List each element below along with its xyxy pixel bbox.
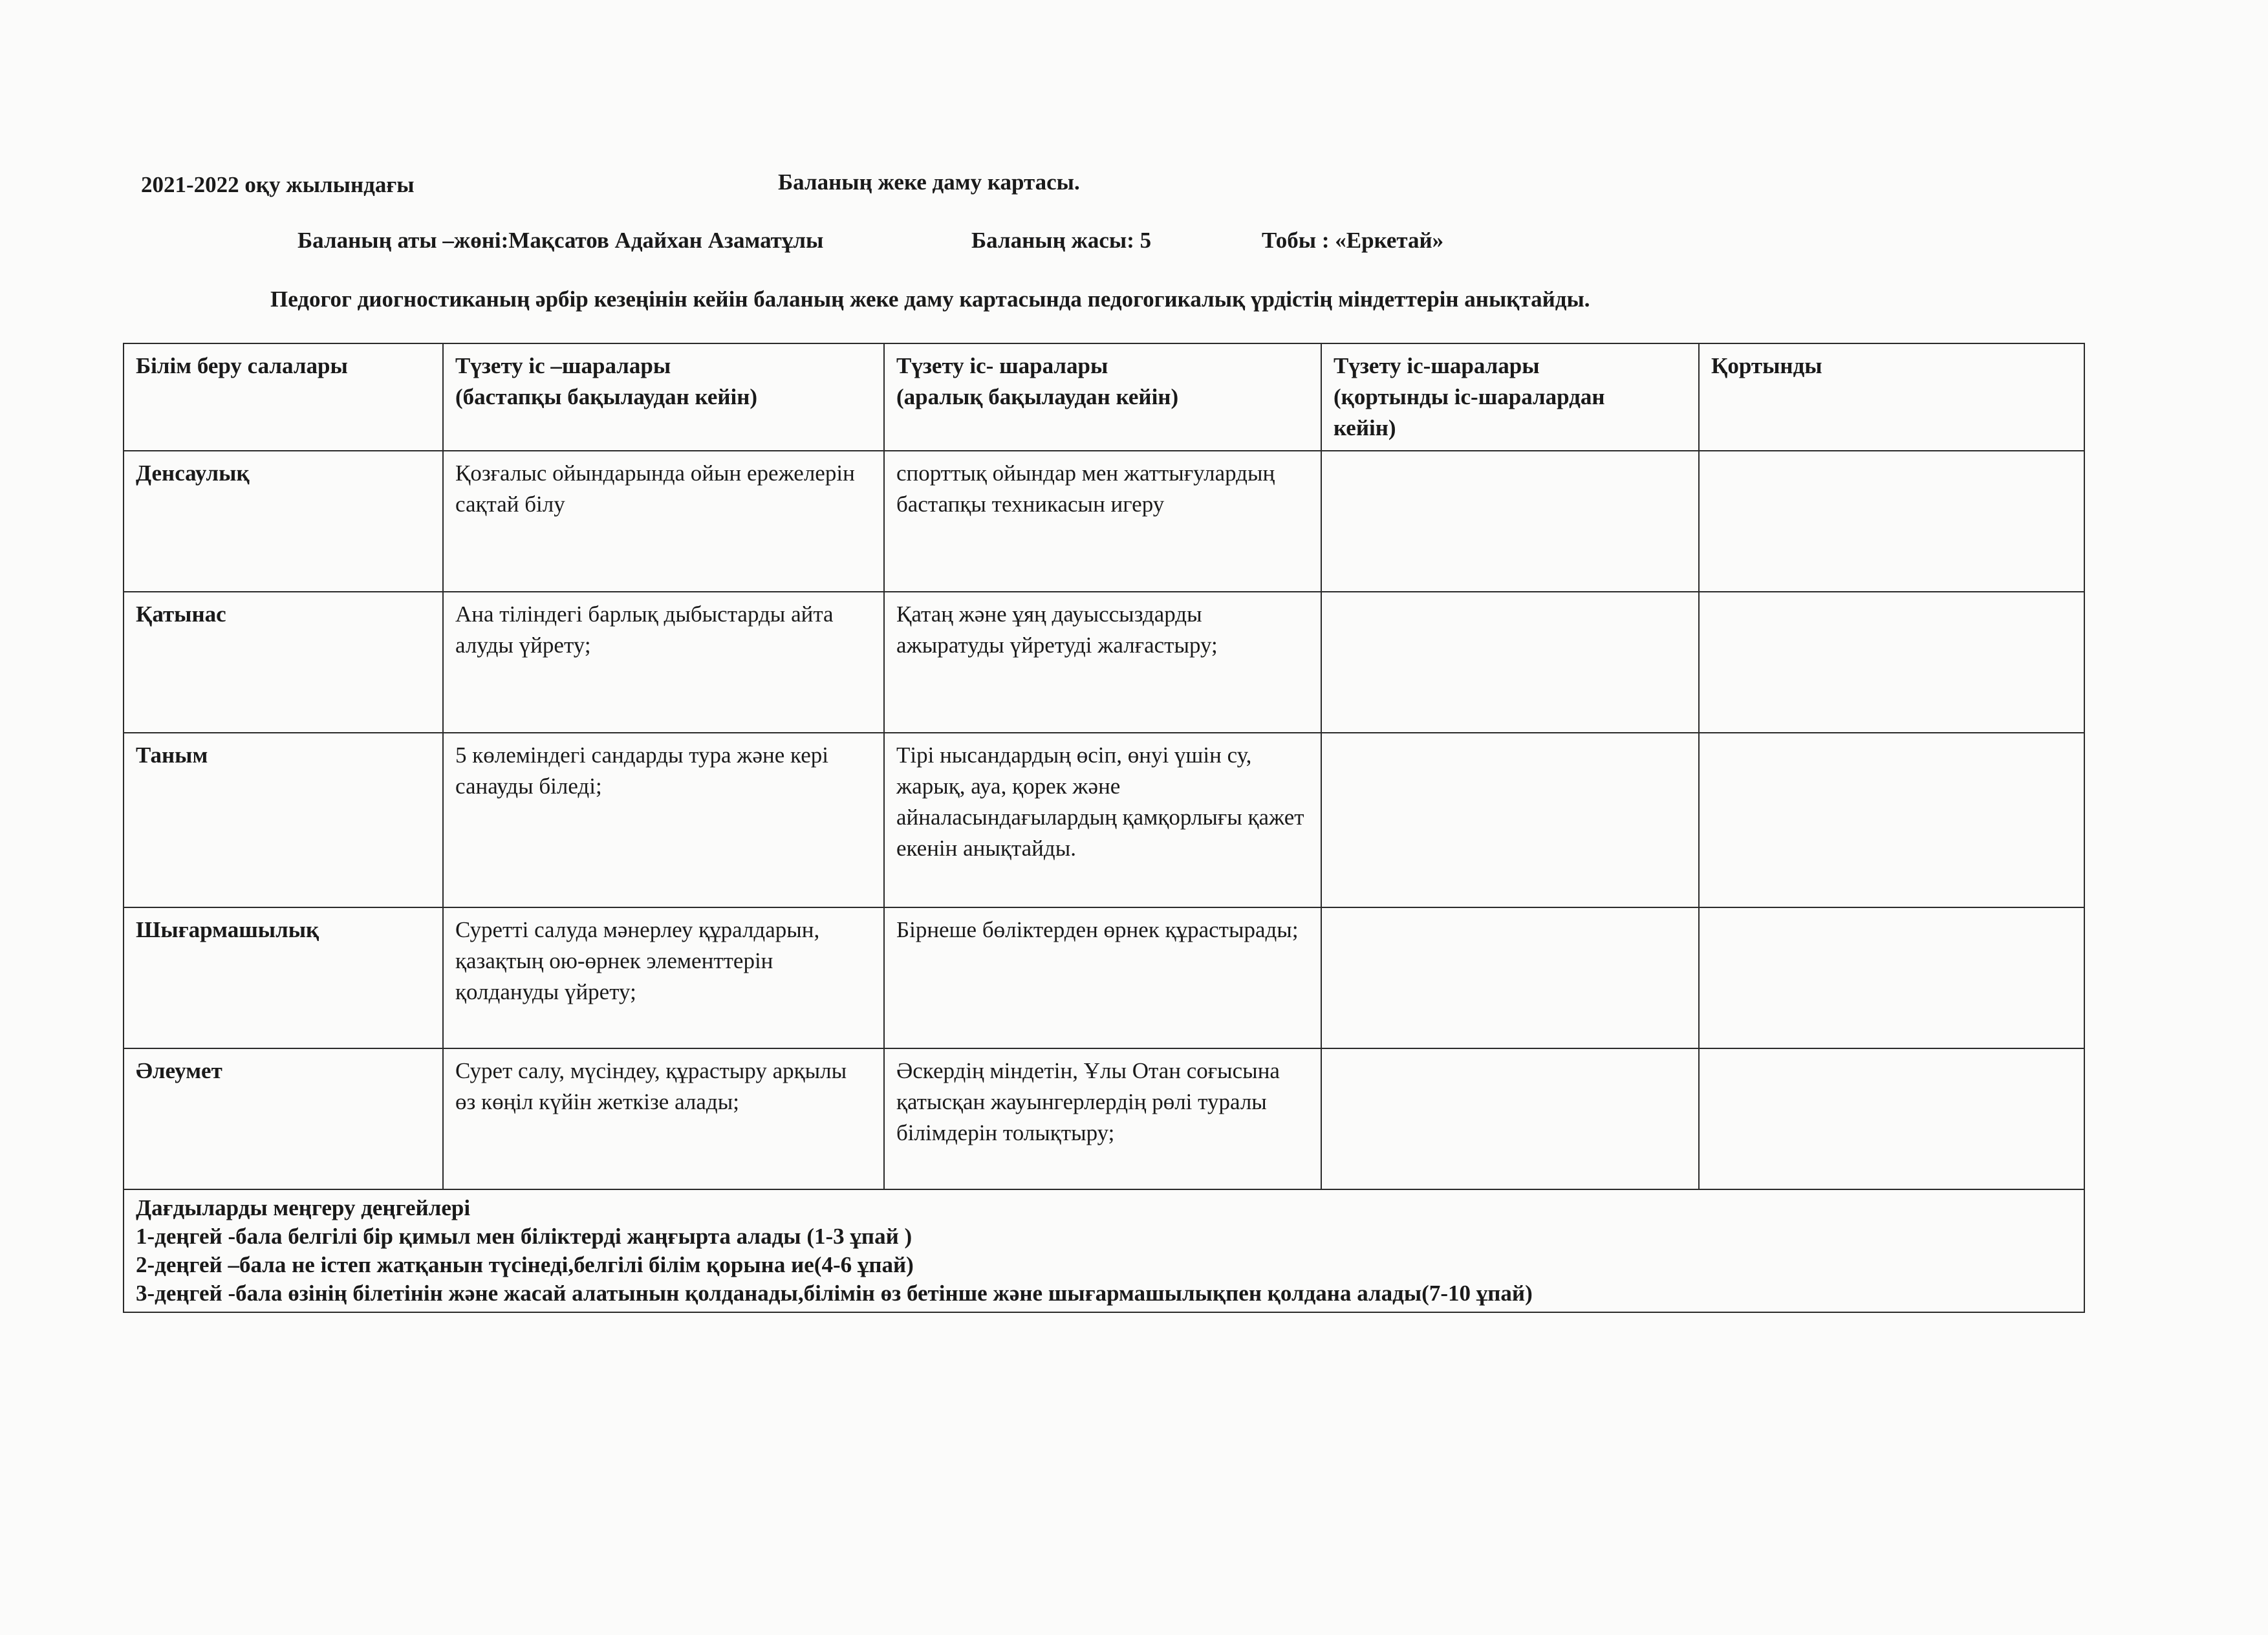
child-group: Тобы : «Еркетай»	[1262, 228, 1444, 253]
level-2: 2-деңгей –бала не істеп жатқанын түсінеді,белгілі білім қорына ие(4-6 ұпай)	[136, 1252, 914, 1277]
conclusion-cell	[1699, 907, 2084, 1048]
child-name: Баланың аты –жөні:Мақсатов Адайхан Азаматұлы	[297, 228, 824, 253]
intermediate-cell: Әскердің міндетін, Ұлы Отан соғысына қатысқан жауынгерлердің рөлі туралы білімдерін толықтыру;	[884, 1048, 1321, 1189]
final-cell	[1321, 733, 1699, 907]
development-map-table	[123, 343, 2085, 1313]
initial-cell: 5 көлеміндегі сандарды тура және кері санауды біледі;	[443, 733, 884, 907]
conclusion-cell	[1699, 592, 2084, 733]
conclusion-cell	[1699, 733, 2084, 907]
levels-title: Дағдыларды меңгеру деңгейлері	[136, 1195, 471, 1220]
initial-cell: Суретті салуда мәнерлеу құралдарын, қазақтың ою-өрнек элементтерін қолдануды үйрету;	[443, 907, 884, 1048]
document-title: Баланың жеке даму картасы.	[778, 169, 1080, 195]
col-header-initial: Түзету іс –шаралары (бастапқы бақылаудан кейін)	[443, 343, 884, 451]
conclusion-cell	[1699, 1048, 2084, 1189]
col-header-conclusion: Қортынды	[1699, 343, 2084, 451]
area-cell: Әлеумет	[124, 1048, 443, 1189]
table-row	[124, 451, 2084, 592]
col-header-final: Түзету іс-шаралары (қортынды іс-шаралардан кейін)	[1321, 343, 1699, 451]
initial-cell: Сурет салу, мүсіндеу, құрастыру арқылы өз көңіл күйін жеткізе алады;	[443, 1048, 884, 1189]
final-cell	[1321, 451, 1699, 592]
area-cell: Таным	[124, 733, 443, 907]
final-cell	[1321, 907, 1699, 1048]
initial-cell: Ана тіліндегі барлық дыбыстарды айта алуды үйрету;	[443, 592, 884, 733]
table-header-row	[124, 343, 2084, 451]
final-cell	[1321, 592, 1699, 733]
child-age: Баланың жасы: 5	[971, 228, 1152, 253]
area-cell: Шығармашылық	[124, 907, 443, 1048]
intermediate-cell: Бірнеше бөліктерден өрнек құрастырады;	[884, 907, 1321, 1048]
area-cell: Денсаулық	[124, 451, 443, 592]
level-3: 3-деңгей -бала өзінің білетінін және жасай алатынын қолданады,білімін өз бетінше және шығармашылықпен қолдана алады(7-10 ұпай)	[136, 1281, 1533, 1306]
intermediate-cell: Қатаң және ұяң дауыссыздарды ажыратуды үйретуді жалғастыру;	[884, 592, 1321, 733]
academic-year: 2021-2022 оқу жылындағы	[141, 172, 415, 197]
initial-cell: Қозғалыс ойындарында ойын ережелерін сақтай білу	[443, 451, 884, 592]
levels-row	[124, 1189, 2084, 1312]
level-1: 1-деңгей -бала белгілі бір қимыл мен біліктерді жаңғырта алады (1-3 ұпай )	[136, 1224, 913, 1249]
conclusion-cell	[1699, 451, 2084, 592]
intro-text: Педогог диогностиканың әрбір кезеңінін кейін баланың жеке даму картасында педогогикалық үрдістің міндеттерін анықтайды.	[270, 287, 1590, 312]
table-row	[124, 733, 2084, 907]
area-cell: Қатынас	[124, 592, 443, 733]
table-row	[124, 907, 2084, 1048]
final-cell	[1321, 1048, 1699, 1189]
table-row	[124, 1048, 2084, 1189]
intermediate-cell: Тірі нысандардың өсіп, өнуі үшін су, жарық, ауа, қорек және айналасындағылардың қамқорлығы қажет екенін анықтайды.	[884, 733, 1321, 907]
table-row	[124, 592, 2084, 733]
col-header-intermediate: Түзету іс- шаралары (аралық бақылаудан кейін)	[884, 343, 1321, 451]
intermediate-cell: спорттық ойындар мен жаттығулардың бастапқы техникасын игеру	[884, 451, 1321, 592]
col-header-area: Білім беру салалары	[124, 343, 443, 451]
skill-levels-cell	[124, 1189, 2084, 1312]
